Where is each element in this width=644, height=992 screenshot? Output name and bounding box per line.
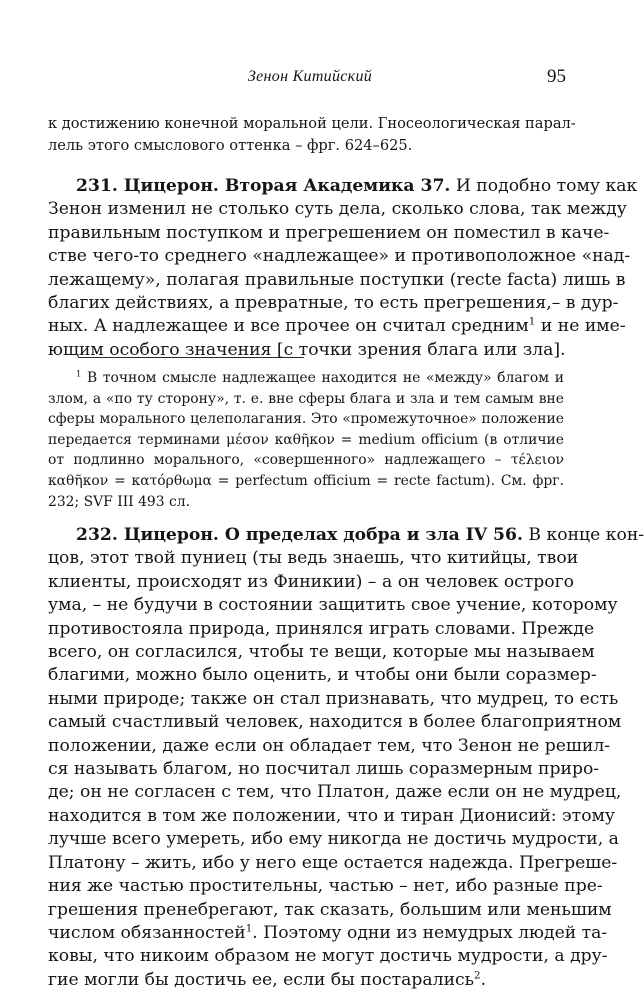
text-line: ющим особого значения [с точки зрения блага или зла]. — [48, 339, 566, 360]
text-line: ными природе; также он стал признавать, что мудрец, то есть — [48, 688, 619, 709]
text-line: ния же частью простительны, частью – нет, ибо разные пре- — [48, 876, 603, 897]
text-line: всего, он согласился, чтобы те вещи, которые мы называем — [48, 642, 595, 663]
text-line: благими, можно было оценить, и чтобы они были соразмер- — [48, 665, 597, 686]
text-line: цов, этот твой пуниец (ты ведь знаешь, что китийцы, твои — [48, 548, 579, 569]
text-line: противостояла природа, принялся играть словами. Прежде — [48, 618, 595, 639]
text-run: . — [480, 969, 487, 990]
text-line: ума, – не будучи в состоянии защитить свое учение, которому — [48, 595, 618, 616]
text-run: И подобно тому как — [455, 176, 638, 196]
fragment-heading: 231. Цицерон. Вторая Академика 37. — [76, 176, 451, 196]
text-line: Зенон изменил не столько суть дела, сколько слова, так между — [48, 199, 627, 220]
text-line: де; он не согласен с тем, что Платон, даже если он не мудрец, — [48, 782, 622, 803]
page-number: 95 — [547, 66, 566, 87]
text-line: лежащему», полагая правильные поступки (recte facta) лишь в — [48, 269, 626, 290]
text-run: . Поэтому одни из немудрых людей та- — [252, 922, 608, 943]
text-line: от подлинно морального, «совершенного» надлежащего – τέλειον — [48, 452, 564, 469]
footnote — [48, 368, 564, 512]
text-line: самый счастливый человек, находится в более благоприятном — [48, 712, 622, 733]
text-line: клиенты, происходят из Финикии) – а он человек острого — [48, 571, 575, 592]
text-run: и не име- — [540, 316, 626, 337]
footnote-reference[interactable]: 2 — [474, 968, 481, 981]
text-run: В точном смысле надлежащее находится не «между» благом и — [86, 370, 564, 386]
text-line: ковы, что никоим образом не могут достичь мудрости, а дру- — [48, 946, 608, 967]
text-line — [48, 969, 564, 992]
text-line — [48, 922, 608, 945]
text-line: грешения пренебрегают, так сказать, большим или меньшим — [48, 899, 612, 920]
text-line: стве чего-то среднего «надлежащее» и противоположное «над- — [48, 246, 631, 267]
text-run: ных. А надлежащее и все прочее он считал средним — [48, 316, 529, 337]
text-line — [48, 315, 626, 338]
page-header — [48, 68, 572, 94]
footnote-separator — [78, 357, 304, 358]
text-line: ся называть благом, но посчитал лишь соразмерным приро- — [48, 759, 600, 780]
fragment-first-line — [48, 175, 638, 198]
text-line: злом, а «по ту сторону», т. е. вне сферы блага и зла и тем самым вне — [48, 390, 564, 407]
running-head: Зенон Китийский — [247, 68, 373, 85]
text-line: Платону – жить, ибо у него еще остается надежда. Прегреше- — [48, 852, 618, 873]
fragment-232 — [48, 524, 644, 992]
text-line: 232; SVF III 493 сл. — [48, 493, 191, 510]
text-run: В конце кон- — [528, 525, 644, 545]
text-line: сферы морального целеполагания. Это «промежуточное» положение — [48, 411, 564, 428]
text-run: гие могли бы достичь ее, если бы постарались — [48, 969, 475, 990]
text-line: положении, даже если он обладает тем, что Зенон не решил- — [48, 735, 611, 756]
text-line: правильным поступком и прегрешением он поместил в каче- — [48, 222, 610, 243]
text-run: числом обязанностей — [48, 922, 246, 943]
fragment-first-line — [48, 524, 644, 547]
text-line: καθῆκον = κατόρθωμα = perfectum officium = recte factum). См. фрг. — [48, 472, 564, 489]
text-line: лель этого смыслового оттенка – фрг. 624–625. — [48, 136, 413, 154]
intro-paragraph — [48, 113, 576, 156]
footnote-first-line — [48, 368, 564, 389]
text-line: находится в том же положении, что и тиран Дионисий: этому — [48, 805, 616, 826]
text-line: к достижению конечной моральной цели. Гносеологическая парал- — [48, 115, 576, 132]
footnote-mark: 1 — [76, 368, 82, 379]
footnote-reference[interactable]: 1 — [528, 315, 536, 328]
fragment-231 — [48, 175, 638, 362]
text-line: благих действиях, а превратные, то есть прегрешения,– в дур- — [48, 293, 619, 314]
text-line: лучше всего умереть, ибо ему никогда не достичь мудрости, а — [48, 829, 619, 850]
footnote-reference[interactable]: 1 — [245, 922, 253, 935]
text-line: передается терминами μέσον καθῆκον = medium officium (в отличие — [48, 431, 564, 448]
fragment-heading: 232. Цицерон. О пределах добра и зла IV 56. — [76, 525, 523, 545]
